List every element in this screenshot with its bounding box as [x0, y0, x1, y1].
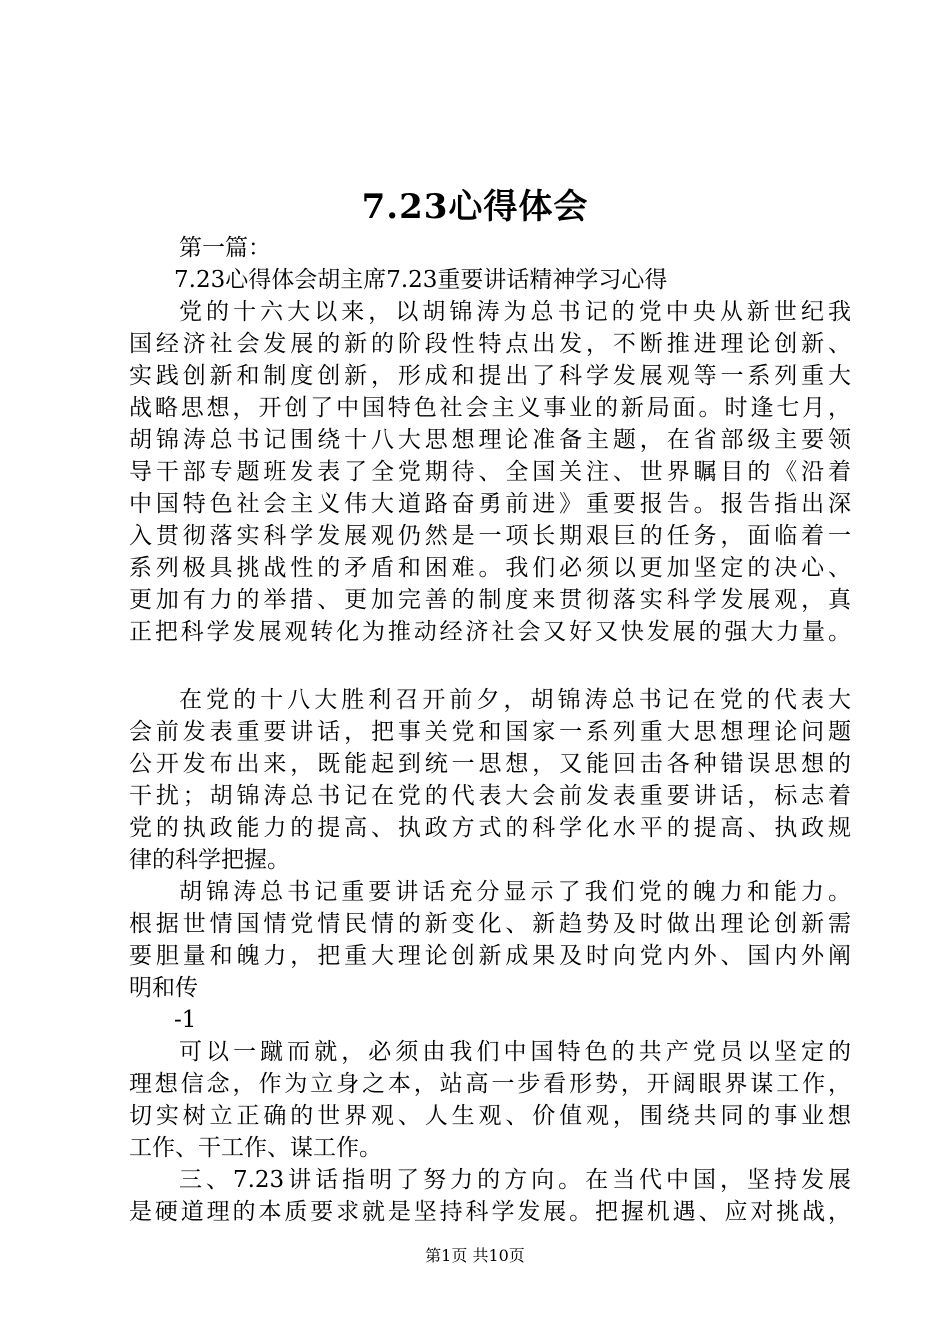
paragraph-line: 根据世情国情党情民情的新变化、新趋势及时做出理论创新需 [129, 911, 851, 937]
paragraph-line: 党的执政能力的提高、执政方式的科学化水平的提高、执政规 [129, 815, 851, 841]
paragraph-line: 律的科学把握。 [129, 847, 290, 873]
paragraph-line: 公开发布出来，既能起到统一思想，又能回击各种错误思想的 [129, 751, 851, 777]
document-body [129, 232, 851, 1228]
paragraph-line: 明和传 [129, 975, 198, 1001]
paragraph-line: 更加有力的举措、更加完善的制度来贯彻落实科学发展观，真 [129, 587, 851, 613]
document-title: 7.23心得体会 [361, 187, 589, 227]
paragraph-line: 正把科学发展观转化为推动经济社会又好又快发展的强大力量。 [129, 619, 851, 645]
subtitle-line: 7.23心得体会胡主席7.23重要讲话精神学习心得 [174, 267, 668, 293]
paragraph-line: 会前发表重要讲话，把事关党和国家一系列重大思想理论问题 [129, 719, 851, 745]
paragraph-line: 理想信念，作为立身之本，站高一步看形势，开阔眼界谋工作， [129, 1071, 851, 1097]
paragraph-line: 工作、干工作、谋工作。 [129, 1135, 382, 1161]
paragraph-line: 导干部专题班发表了全党期待、全国关注、世界瞩目的《沿着 [129, 459, 851, 485]
paragraph-line: 是硬道理的本质要求就是坚持科学发展。把握机遇、应对挑战， [129, 1199, 851, 1225]
paragraph-line: 在党的十八大胜利召开前夕，胡锦涛总书记在党的代表大 [179, 687, 851, 713]
paragraph-line: 入贯彻落实科学发展观仍然是一项长期艰巨的任务，面临着一 [129, 523, 851, 549]
section-heading: 第一篇： [179, 235, 271, 261]
blank-line [129, 648, 851, 680]
paragraph-line: 要胆量和魄力，把重大理论创新成果及时向党内外、国内外阐 [129, 943, 851, 969]
page-footer: 第1页 共10页 [425, 1246, 525, 1265]
page-marker: -1 [174, 1007, 197, 1033]
paragraph-line: 党的十六大以来，以胡锦涛为总书记的党中央从新世纪我 [179, 299, 851, 325]
paragraph-line: 胡锦涛总书记围绕十八大思想理论准备主题，在省部级主要领 [129, 427, 851, 453]
paragraph-line: 战略思想，开创了中国特色社会主义事业的新局面。时逢七月， [129, 395, 851, 421]
paragraph-line: 切实树立正确的世界观、人生观、价值观，围绕共同的事业想 [129, 1103, 851, 1129]
paragraph-line: 胡锦涛总书记重要讲话充分显示了我们党的魄力和能力。 [179, 879, 851, 905]
paragraph-line: 干扰；胡锦涛总书记在党的代表大会前发表重要讲话，标志着 [129, 783, 851, 809]
paragraph-line: 国经济社会发展的新的阶段性特点出发，不断推进理论创新、 [129, 331, 851, 357]
paragraph-line: 系列极具挑战性的矛盾和困难。我们必须以更加坚定的决心、 [129, 555, 851, 581]
paragraph-line: 可以一蹴而就，必须由我们中国特色的共产党员以坚定的 [179, 1039, 851, 1065]
paragraph-line: 中国特色社会主义伟大道路奋勇前进》重要报告。报告指出深 [129, 491, 851, 517]
paragraph-line: 实践创新和制度创新，形成和提出了科学发展观等一系列重大 [129, 363, 851, 389]
paragraph-line: 三、7.23讲话指明了努力的方向。在当代中国，坚持发展 [179, 1167, 851, 1193]
